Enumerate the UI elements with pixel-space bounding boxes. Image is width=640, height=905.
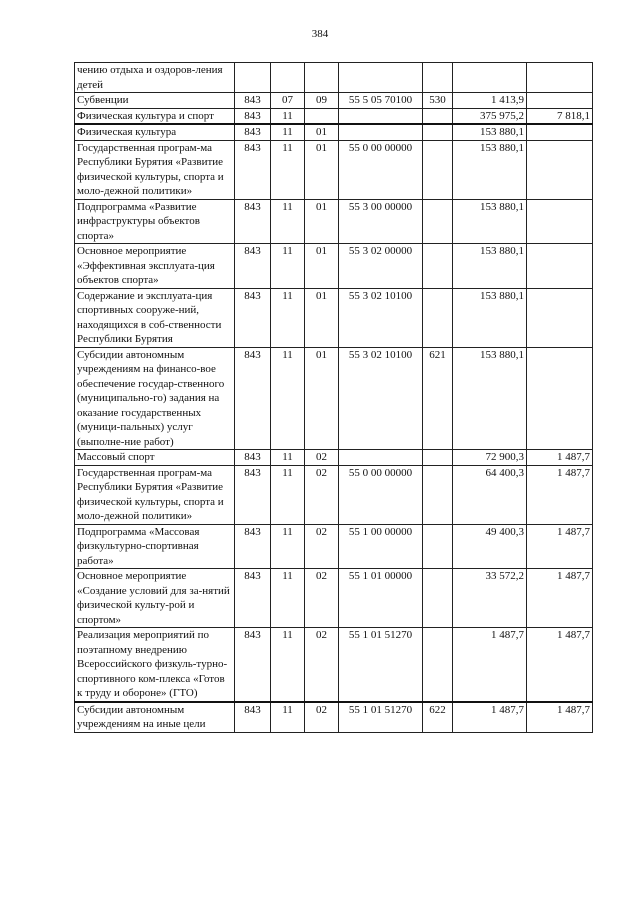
amount-cell: 153 880,1 — [453, 244, 527, 289]
section-code-cell: 11 — [271, 244, 305, 289]
amount-cell: 153 880,1 — [453, 288, 527, 347]
item-name-cell: Массовый спорт — [75, 450, 235, 466]
target-article-cell: 55 0 00 00000 — [339, 465, 423, 524]
section-code-cell: 11 — [271, 702, 305, 733]
federal-amount-cell: 1 487,7 — [527, 628, 593, 702]
expense-type-cell — [423, 108, 453, 124]
item-name-cell: Государственная програм-ма Республики Бурятия «Развитие физической культуры, спорта и моло-дежной политики» — [75, 465, 235, 524]
federal-amount-cell: 1 487,7 — [527, 524, 593, 569]
budget-table — [74, 62, 593, 733]
item-name-cell: Субвенции — [75, 93, 235, 109]
target-article-cell: 55 5 05 70100 — [339, 93, 423, 109]
federal-amount-cell — [527, 63, 593, 93]
expense-type-cell — [423, 465, 453, 524]
ministry-code-cell: 843 — [235, 702, 271, 733]
ministry-code-cell: 843 — [235, 628, 271, 702]
target-article-cell — [339, 124, 423, 140]
expense-type-cell — [423, 124, 453, 140]
target-article-cell: 55 3 00 00000 — [339, 199, 423, 244]
amount-cell: 1 487,7 — [453, 628, 527, 702]
federal-amount-cell — [527, 93, 593, 109]
table-row — [75, 450, 593, 466]
target-article-cell — [339, 450, 423, 466]
target-article-cell: 55 3 02 00000 — [339, 244, 423, 289]
federal-amount-cell — [527, 124, 593, 140]
section-code-cell: 07 — [271, 93, 305, 109]
expense-type-cell — [423, 569, 453, 628]
subsection-code-cell: 09 — [305, 93, 339, 109]
subsection-code-cell: 02 — [305, 450, 339, 466]
amount-cell: 72 900,3 — [453, 450, 527, 466]
item-name-cell: Субсидии автономным учреждениям на иные цели — [75, 702, 235, 733]
ministry-code-cell: 843 — [235, 199, 271, 244]
target-article-cell: 55 1 00 00000 — [339, 524, 423, 569]
target-article-cell — [339, 108, 423, 124]
table-row — [75, 702, 593, 733]
section-code-cell: 11 — [271, 124, 305, 140]
item-name-cell: Подпрограмма «Развитие инфраструктуры объектов спорта» — [75, 199, 235, 244]
ministry-code-cell: 843 — [235, 244, 271, 289]
subsection-code-cell — [305, 63, 339, 93]
federal-amount-cell: 1 487,7 — [527, 465, 593, 524]
federal-amount-cell — [527, 347, 593, 450]
ministry-code-cell: 843 — [235, 288, 271, 347]
subsection-code-cell: 02 — [305, 628, 339, 702]
ministry-code-cell: 843 — [235, 124, 271, 140]
expense-type-cell — [423, 628, 453, 702]
ministry-code-cell: 843 — [235, 465, 271, 524]
ministry-code-cell: 843 — [235, 108, 271, 124]
amount-cell — [453, 63, 527, 93]
amount-cell: 375 975,2 — [453, 108, 527, 124]
page-number: 384 — [311, 28, 329, 40]
expense-type-cell: 621 — [423, 347, 453, 450]
item-name-cell: Основное мероприятие «Создание условий для за-нятий физической культу-рой и спортом» — [75, 569, 235, 628]
ministry-code-cell: 843 — [235, 569, 271, 628]
federal-amount-cell: 7 818,1 — [527, 108, 593, 124]
section-code-cell: 11 — [271, 347, 305, 450]
table-row — [75, 63, 593, 93]
item-name-cell: чению отдыха и оздоров-ления детей — [75, 63, 235, 93]
table-row — [75, 347, 593, 450]
amount-cell: 1 413,9 — [453, 93, 527, 109]
table-row — [75, 244, 593, 289]
section-code-cell: 11 — [271, 199, 305, 244]
item-name-cell: Государственная програм-ма Республики Бурятия «Развитие физической культуры, спорта и моло-дежной политики» — [75, 140, 235, 199]
target-article-cell: 55 3 02 10100 — [339, 288, 423, 347]
section-code-cell: 11 — [271, 140, 305, 199]
subsection-code-cell: 01 — [305, 124, 339, 140]
amount-cell: 153 880,1 — [453, 124, 527, 140]
ministry-code-cell — [235, 63, 271, 93]
amount-cell: 1 487,7 — [453, 702, 527, 733]
amount-cell: 153 880,1 — [453, 347, 527, 450]
section-code-cell: 11 — [271, 108, 305, 124]
amount-cell: 33 572,2 — [453, 569, 527, 628]
federal-amount-cell: 1 487,7 — [527, 569, 593, 628]
subsection-code-cell: 01 — [305, 347, 339, 450]
subsection-code-cell: 02 — [305, 465, 339, 524]
amount-cell: 49 400,3 — [453, 524, 527, 569]
section-code-cell: 11 — [271, 524, 305, 569]
section-code-cell: 11 — [271, 450, 305, 466]
item-name-cell: Основное мероприятие «Эффективная эксплуата-ция объектов спорта» — [75, 244, 235, 289]
table-row — [75, 199, 593, 244]
subsection-code-cell: 01 — [305, 288, 339, 347]
table-row — [75, 124, 593, 140]
table-row — [75, 288, 593, 347]
ministry-code-cell: 843 — [235, 524, 271, 569]
table-row — [75, 108, 593, 124]
ministry-code-cell: 843 — [235, 140, 271, 199]
federal-amount-cell — [527, 140, 593, 199]
expense-type-cell — [423, 140, 453, 199]
federal-amount-cell — [527, 288, 593, 347]
federal-amount-cell: 1 487,7 — [527, 450, 593, 466]
table-row — [75, 524, 593, 569]
amount-cell: 153 880,1 — [453, 199, 527, 244]
item-name-cell: Реализация мероприятий по поэтапному внедрению Всероссийского физкуль-турно-спортивного ком-плекса «Готов к труду и обороне» (ГТО) — [75, 628, 235, 702]
target-article-cell: 55 3 02 10100 — [339, 347, 423, 450]
item-name-cell: Субсидии автономным учреждениям на финансо-вое обеспечение государ-ственного (муниципально-го) задания на оказание государственных (муници-пальных) услуг (выполне-ние работ) — [75, 347, 235, 450]
section-code-cell: 11 — [271, 465, 305, 524]
item-name-cell: Содержание и эксплуата-ция спортивных сооруже-ний, находящихся в соб-ственности Республики Бурятия — [75, 288, 235, 347]
ministry-code-cell: 843 — [235, 347, 271, 450]
expense-type-cell — [423, 288, 453, 347]
subsection-code-cell: 01 — [305, 140, 339, 199]
federal-amount-cell: 1 487,7 — [527, 702, 593, 733]
target-article-cell: 55 1 01 00000 — [339, 569, 423, 628]
ministry-code-cell: 843 — [235, 450, 271, 466]
amount-cell: 153 880,1 — [453, 140, 527, 199]
table-row — [75, 569, 593, 628]
table-row — [75, 140, 593, 199]
federal-amount-cell — [527, 199, 593, 244]
expense-type-cell — [423, 524, 453, 569]
item-name-cell: Подпрограмма «Массовая физкультурно-спортивная работа» — [75, 524, 235, 569]
expense-type-cell — [423, 199, 453, 244]
item-name-cell: Физическая культура — [75, 124, 235, 140]
expense-type-cell — [423, 450, 453, 466]
item-name-cell: Физическая культура и спорт — [75, 108, 235, 124]
target-article-cell: 55 1 01 51270 — [339, 628, 423, 702]
amount-cell: 64 400,3 — [453, 465, 527, 524]
target-article-cell: 55 0 00 00000 — [339, 140, 423, 199]
subsection-code-cell: 02 — [305, 524, 339, 569]
subsection-code-cell — [305, 108, 339, 124]
section-code-cell: 11 — [271, 628, 305, 702]
table-row — [75, 93, 593, 109]
target-article-cell: 55 1 01 51270 — [339, 702, 423, 733]
expense-type-cell — [423, 244, 453, 289]
subsection-code-cell: 01 — [305, 199, 339, 244]
federal-amount-cell — [527, 244, 593, 289]
section-code-cell: 11 — [271, 569, 305, 628]
section-code-cell — [271, 63, 305, 93]
subsection-code-cell: 01 — [305, 244, 339, 289]
expense-type-cell — [423, 63, 453, 93]
table-body — [75, 63, 593, 733]
table-row — [75, 465, 593, 524]
table-row — [75, 628, 593, 702]
section-code-cell: 11 — [271, 288, 305, 347]
ministry-code-cell: 843 — [235, 93, 271, 109]
subsection-code-cell: 02 — [305, 702, 339, 733]
expense-type-cell: 530 — [423, 93, 453, 109]
target-article-cell — [339, 63, 423, 93]
expense-type-cell: 622 — [423, 702, 453, 733]
subsection-code-cell: 02 — [305, 569, 339, 628]
